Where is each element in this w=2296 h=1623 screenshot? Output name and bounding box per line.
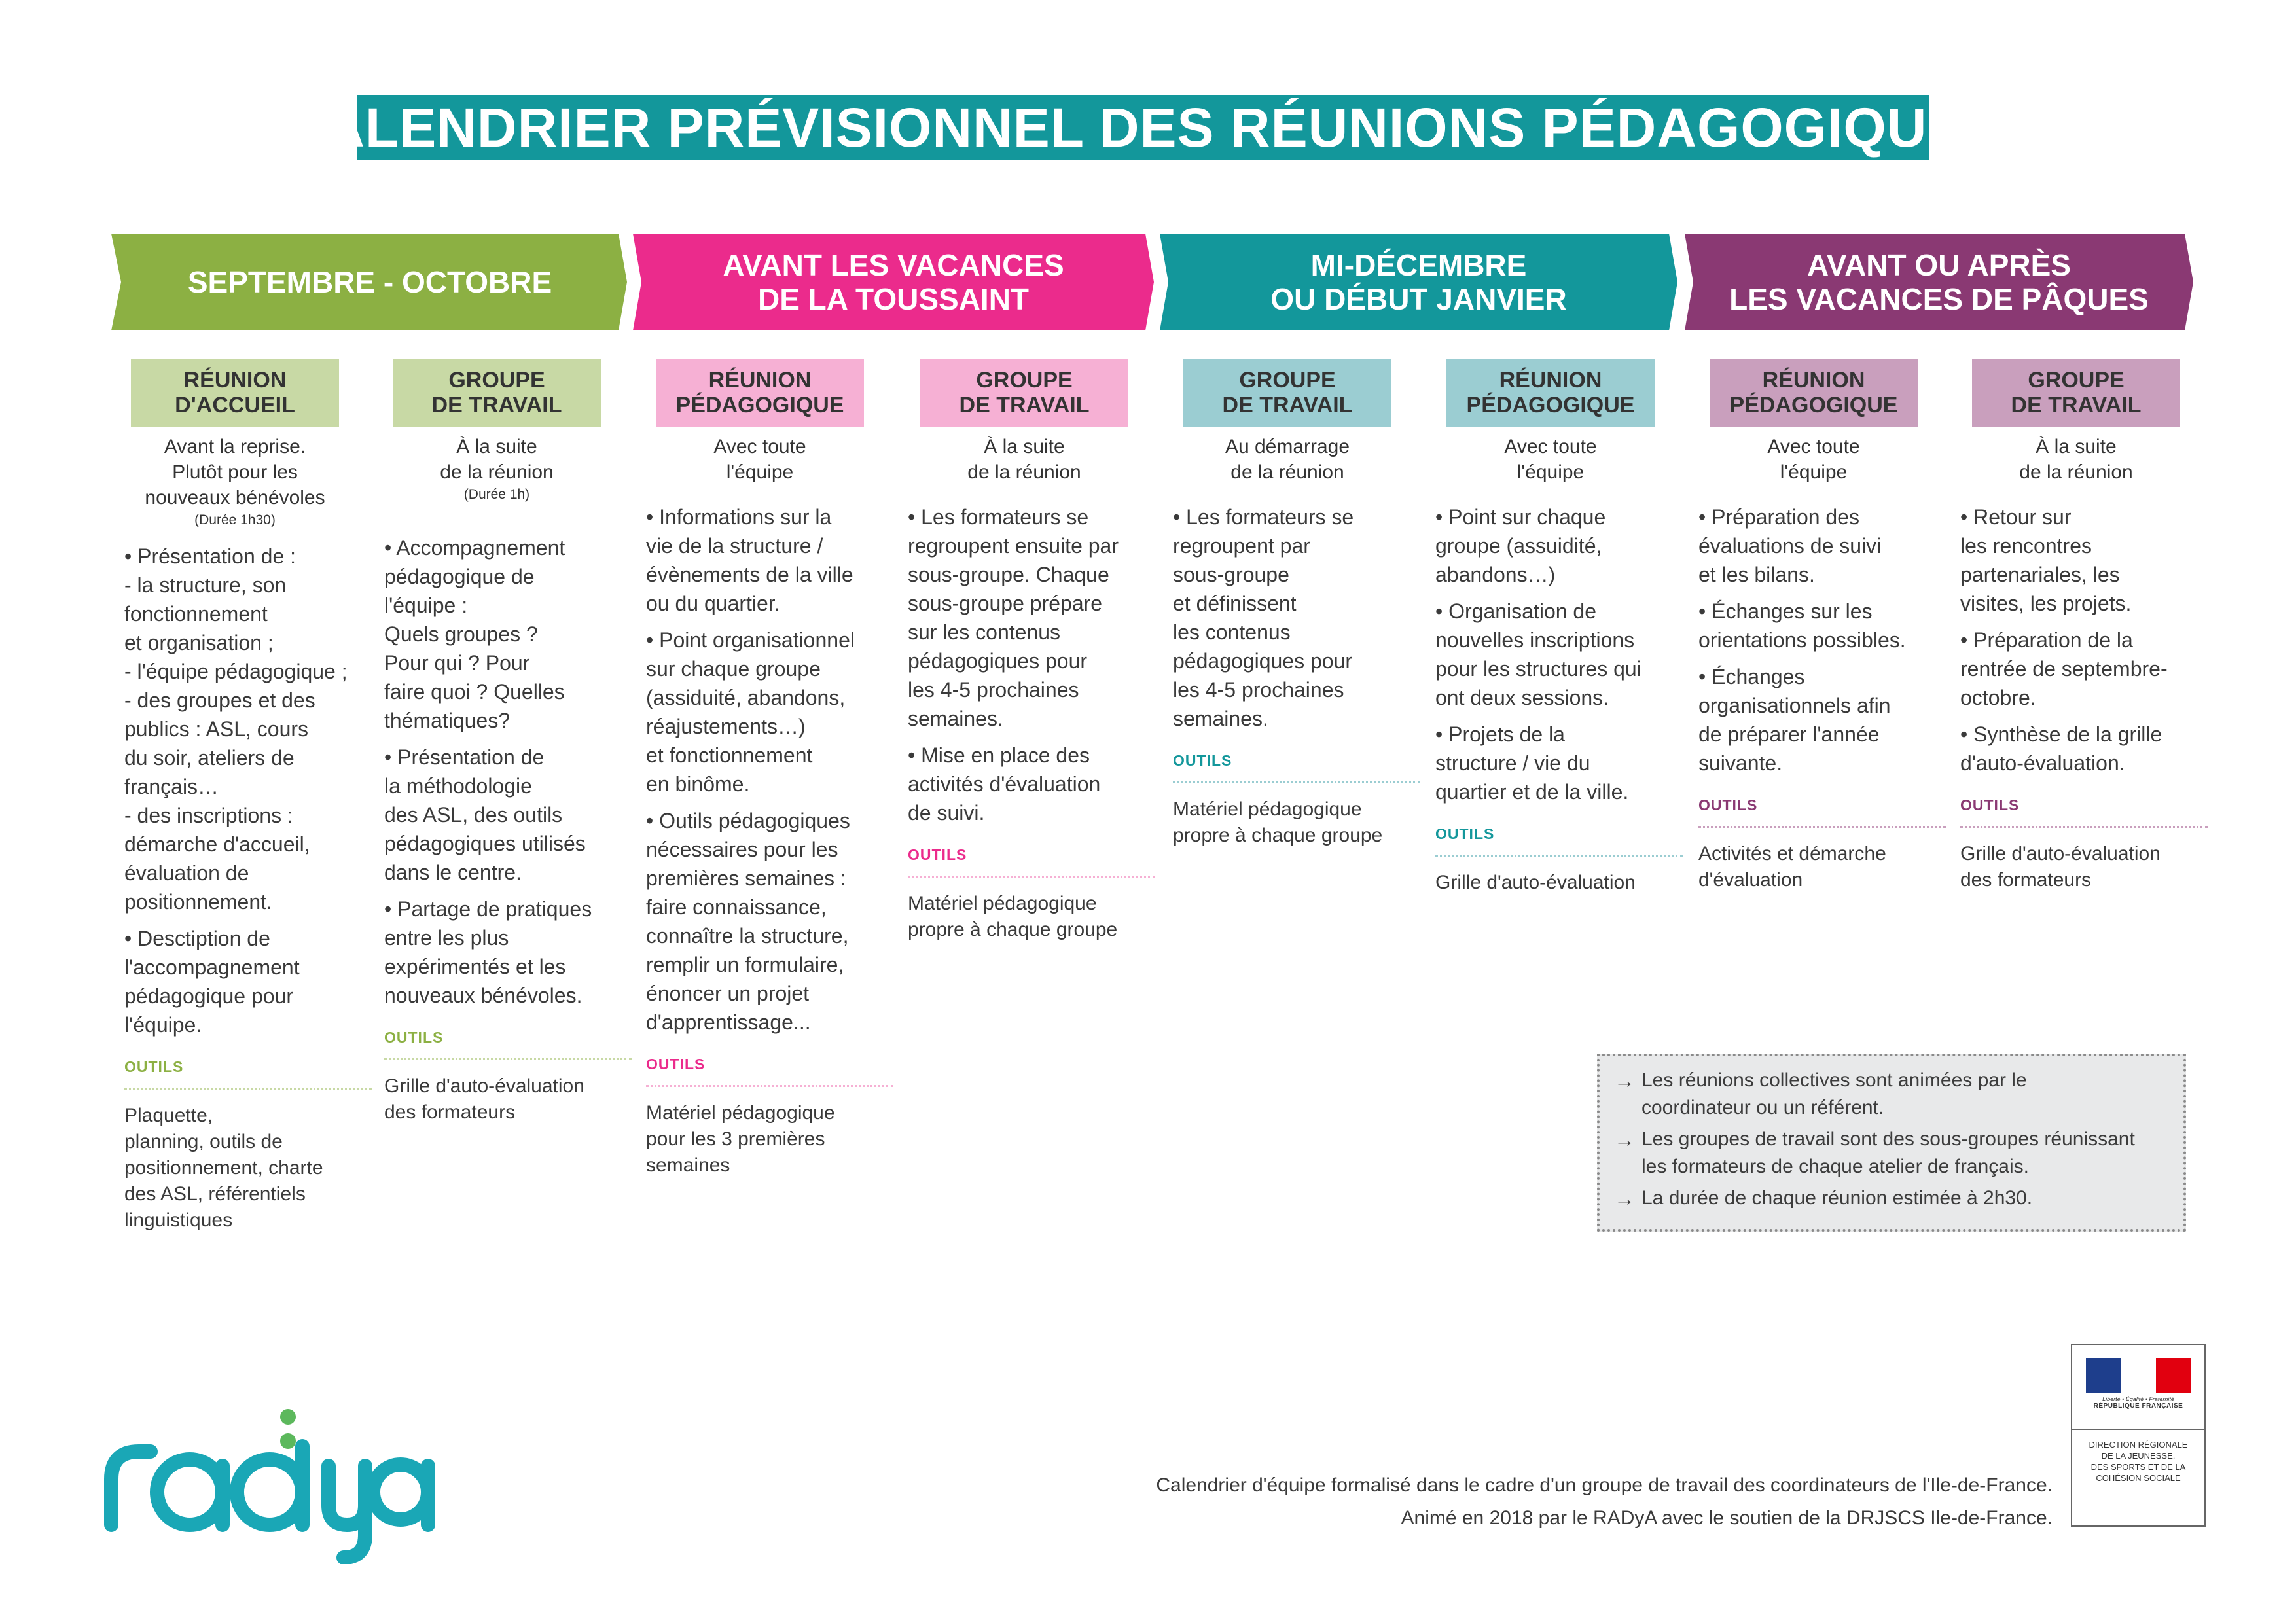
outils-text: Activités et démarche d'évaluation — [1698, 843, 1886, 891]
bullet-item: • Point organisationnel sur chaque groupe (assiduité, abandons, réajustements…) et fonctionnement en binôme. — [646, 628, 855, 796]
bullet-item: • Échanges organisationnels afin de préparer l'année suivante. — [1698, 665, 1891, 775]
outils-label: OUTILS — [1960, 791, 2208, 828]
bullet-item: • Les formateurs se regroupent ensuite par sous-groupe. Chaque sous-groupe prépare sur les contenus pédagogiques pour les 4-5 prochaines semaines. — [908, 505, 1119, 730]
column-subtitle-text: Au démarrage de la réunion — [1225, 436, 1350, 483]
period-2-label: AVANT LES VACANCES DE LA TOUSSAINT — [723, 248, 1064, 316]
outils-text: Grille d'auto-évaluation des formateurs — [384, 1075, 584, 1123]
period-3-label: MI-DÉCEMBRE OU DÉBUT JANVIER — [1270, 248, 1567, 316]
column-subtitle — [1952, 434, 2200, 485]
column-subtitle — [900, 434, 1149, 485]
credits-line-1: Calendrier d'équipe formalisé dans le cadre d'un groupe de travail des coordinateurs de l'Ile-de-France. — [1156, 1474, 2053, 1496]
column-subtitle — [111, 434, 359, 530]
bullet-item: • Présentation de : - la structure, son fonctionnement et organisation ; - l'équipe pédagogique ; - des groupes et des publics : ASL, cours du soir, ateliers de français… - des inscriptions : démarche d'accueil, évaluation de positionnement. — [124, 544, 348, 914]
outils-label: OUTILS — [908, 840, 1155, 878]
column-body — [384, 533, 632, 1126]
column-body — [1435, 503, 1683, 896]
period-1-label: SEPTEMBRE - OCTOBRE — [187, 265, 552, 299]
bullet-item: • Les formateurs se regroupent par sous-groupe et définissent les contenus pédagogiques pour les 4-5 prochaines semaines. — [1173, 505, 1354, 730]
republique-francaise-logo — [2071, 1344, 2206, 1527]
column-subtitle — [372, 434, 621, 505]
outils-text: Plaquette, planning, outils de positionnement, charte des ASL, référentiels linguistiques — [124, 1105, 323, 1231]
outils-text: Grille d'auto-évaluation des formateurs — [1960, 843, 2161, 891]
note-item: → La durée de chaque réunion estimée à 2h30. — [1614, 1185, 2170, 1212]
bullet-item: • Échanges sur les orientations possibles. — [1698, 599, 1906, 652]
outils-text: Matériel pédagogique propre à chaque groupe — [908, 893, 1118, 940]
bullet-item: • Synthèse de la grille d'auto-évaluation. — [1960, 722, 2162, 775]
column-subtitle-text: À la suite de la réunion — [967, 436, 1081, 483]
column-heading: GROUPE DE TRAVAIL — [1972, 359, 2180, 427]
credits — [1156, 1469, 2053, 1535]
bullet-item: • Préparation de la rentrée de septembre- octobre. — [1960, 628, 2168, 709]
column-body — [124, 542, 372, 1234]
duration-label: (Durée 1h) — [463, 487, 530, 502]
period-4-label: AVANT OU APRÈS LES VACANCES DE PÂQUES — [1729, 248, 2149, 316]
duration-label: (Durée 1h30) — [194, 512, 276, 527]
column-subtitle — [636, 434, 884, 485]
column-subtitle — [1163, 434, 1412, 485]
column-subtitle — [1426, 434, 1675, 485]
outils-label: OUTILS — [1435, 819, 1683, 857]
bullet-item: • Préparation des évaluations de suivi et les bilans. — [1698, 505, 1882, 586]
outils-text: Grille d'auto-évaluation — [1435, 872, 1636, 893]
outils-label: OUTILS — [646, 1050, 893, 1087]
column-subtitle-text: À la suite de la réunion — [440, 436, 554, 483]
column-body — [1960, 503, 2208, 893]
bullet-item: • Desctiption de l'accompagnement pédagogique pour l'équipe. — [124, 927, 300, 1037]
column-heading: RÉUNION PÉDAGOGIQUE — [1710, 359, 1918, 427]
column-body — [646, 503, 893, 1179]
column-heading: RÉUNION D'ACCUEIL — [131, 359, 339, 427]
column-subtitle-text: Avec toute l'équipe — [1504, 436, 1597, 483]
bullet-item: • Point sur chaque groupe (assuidité, abandons…) — [1435, 505, 1606, 586]
bullet-item: • Organisation de nouvelles inscriptions pour les structures qui ont deux sessions. — [1435, 599, 1641, 709]
bullet-item: • Présentation de la méthodologie des ASL, des outils pédagogiques utilisés dans le centre. — [384, 745, 586, 884]
bullet-item: • Outils pédagogiques nécessaires pour les premières semaines : faire connaissance, connaître la structure, remplir un formulaire, énoncer un projet d'apprentissage... — [646, 809, 850, 1034]
arrow-right-icon: → — [1614, 1128, 1635, 1151]
direction-regionale: DIRECTION RÉGIONALE DE LA JEUNESSE, DES SPORTS ET DE LA COHÉSION SOCIALE — [2089, 1440, 2188, 1483]
column-subtitle-text: À la suite de la réunion — [2019, 436, 2133, 483]
arrow-right-icon: → — [1614, 1069, 1635, 1092]
marianne-flag-icon — [2086, 1358, 2191, 1393]
bullet-item: • Accompagnement pédagogique de l'équipe : Quels groupes ? Pour qui ? Pour faire quoi ? Quelles thématiques? — [384, 536, 565, 732]
credits-line-2: Animé en 2018 par le RADyA avec le soutien de la DRJSCS Ile-de-France. — [1401, 1507, 2053, 1529]
column-heading: RÉUNION PÉDAGOGIQUE — [1446, 359, 1655, 427]
bullet-item: • Mise en place des activités d'évaluation de suivi. — [908, 743, 1101, 825]
outils-text: Matériel pédagogique pour les 3 premières semaines — [646, 1102, 835, 1176]
bullet-item: • Partage de pratiques entre les plus expérimentés et les nouveaux bénévoles. — [384, 897, 592, 1007]
column-subtitle-text: Avec toute l'équipe — [713, 436, 806, 483]
column-body — [1173, 503, 1420, 849]
outils-label: OUTILS — [1698, 791, 1946, 828]
outils-label: OUTILS — [1173, 746, 1420, 783]
column-heading: GROUPE DE TRAVAIL — [393, 359, 601, 427]
outils-text: Matériel pédagogique propre à chaque groupe — [1173, 798, 1383, 846]
column-heading: GROUPE DE TRAVAIL — [920, 359, 1128, 427]
bullet-item: • Informations sur la vie de la structure / évènements de la ville ou du quartier. — [646, 505, 853, 615]
republic-name: RÉPUBLIQUE FRANÇAISE — [2093, 1402, 2183, 1410]
bullet-item: • Retour sur les rencontres partenariales, les visites, les projets. — [1960, 505, 2132, 615]
note-item: → Les groupes de travail sont des sous-groupes réunissant les formateurs de chaque atelier de français. — [1614, 1126, 2170, 1181]
arrow-right-icon: → — [1614, 1186, 1635, 1210]
column-heading: RÉUNION PÉDAGOGIQUE — [656, 359, 864, 427]
radya-logo — [98, 1400, 439, 1564]
column-subtitle — [1689, 434, 1938, 485]
column-subtitle-text: Avant la reprise. Plutôt pour les nouveaux bénévoles — [145, 436, 325, 508]
page-title: CALENDRIER PRÉVISIONNEL DES RÉUNIONS PÉDAGOGIQUES — [357, 95, 1929, 160]
column-body — [908, 503, 1155, 943]
outils-label: OUTILS — [384, 1023, 632, 1060]
column-body — [1698, 503, 1946, 893]
column-subtitle-text: Avec toute l'équipe — [1767, 436, 1860, 483]
bullet-item: • Projets de la structure / vie du quartier et de la ville. — [1435, 722, 1629, 804]
notes-box — [1597, 1054, 2186, 1232]
column-heading: GROUPE DE TRAVAIL — [1183, 359, 1391, 427]
outils-label: OUTILS — [124, 1052, 372, 1090]
note-item: → Les réunions collectives sont animées par le coordinateur ou un référent. — [1614, 1067, 2170, 1122]
republic-motto: Liberté • Égalité • Fraternité — [2102, 1396, 2174, 1402]
